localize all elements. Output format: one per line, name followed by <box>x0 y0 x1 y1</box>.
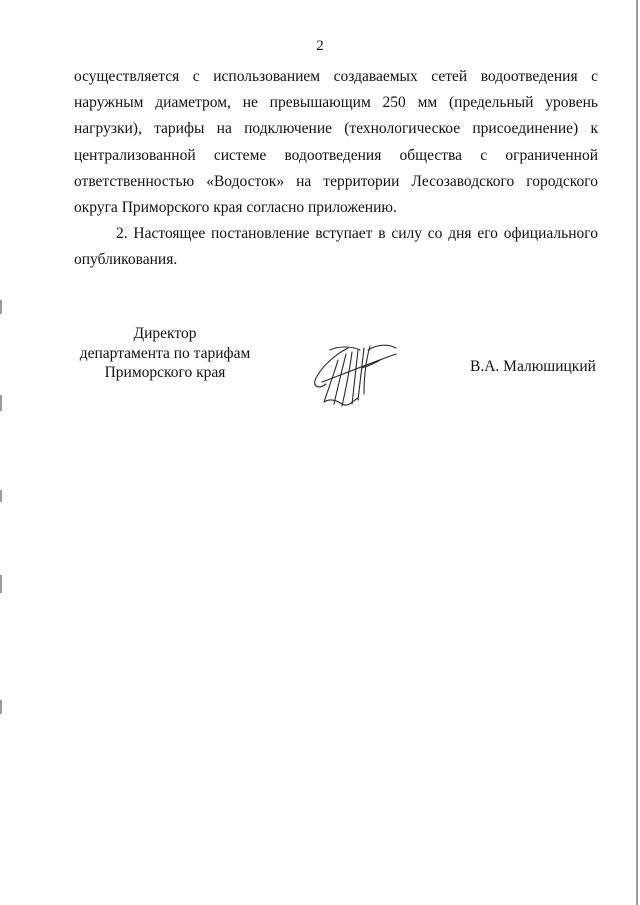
scan-edge-mark-left <box>0 490 2 502</box>
signatory-title-line: департамента по тарифам <box>79 344 251 362</box>
page-number: 2 <box>316 38 324 54</box>
scan-edge-mark-left <box>0 300 2 314</box>
paragraph: 2. Настоящее постановление вступает в силу со дня его официального опубликования. <box>74 225 598 269</box>
signatory-title-line: Приморского края <box>104 364 226 381</box>
signatory-title-line: Директор <box>133 325 197 342</box>
scan-edge-mark-left <box>0 395 2 411</box>
scan-edge-mark-left <box>0 700 2 714</box>
scan-edge-mark-left <box>0 575 2 593</box>
signatory-title <box>70 324 260 383</box>
paragraph: осуществляется с использованием создаваемых сетей водоотведения с наружным диаметром, не превышающим 250 мм (предельный уровень нагрузки), тарифы на подключение (технологическое присоединение) к централизованной системе водоотведения общества с ограниченной ответственностью «Водосток» на территории Лесозаводского городского округа Приморского края согласно приложению. <box>74 68 598 217</box>
body-text <box>74 64 598 274</box>
signatory-name: В.А. Малюшицкий <box>470 358 596 375</box>
handwritten-signature <box>308 340 404 410</box>
scan-edge-mark-right <box>636 0 638 905</box>
